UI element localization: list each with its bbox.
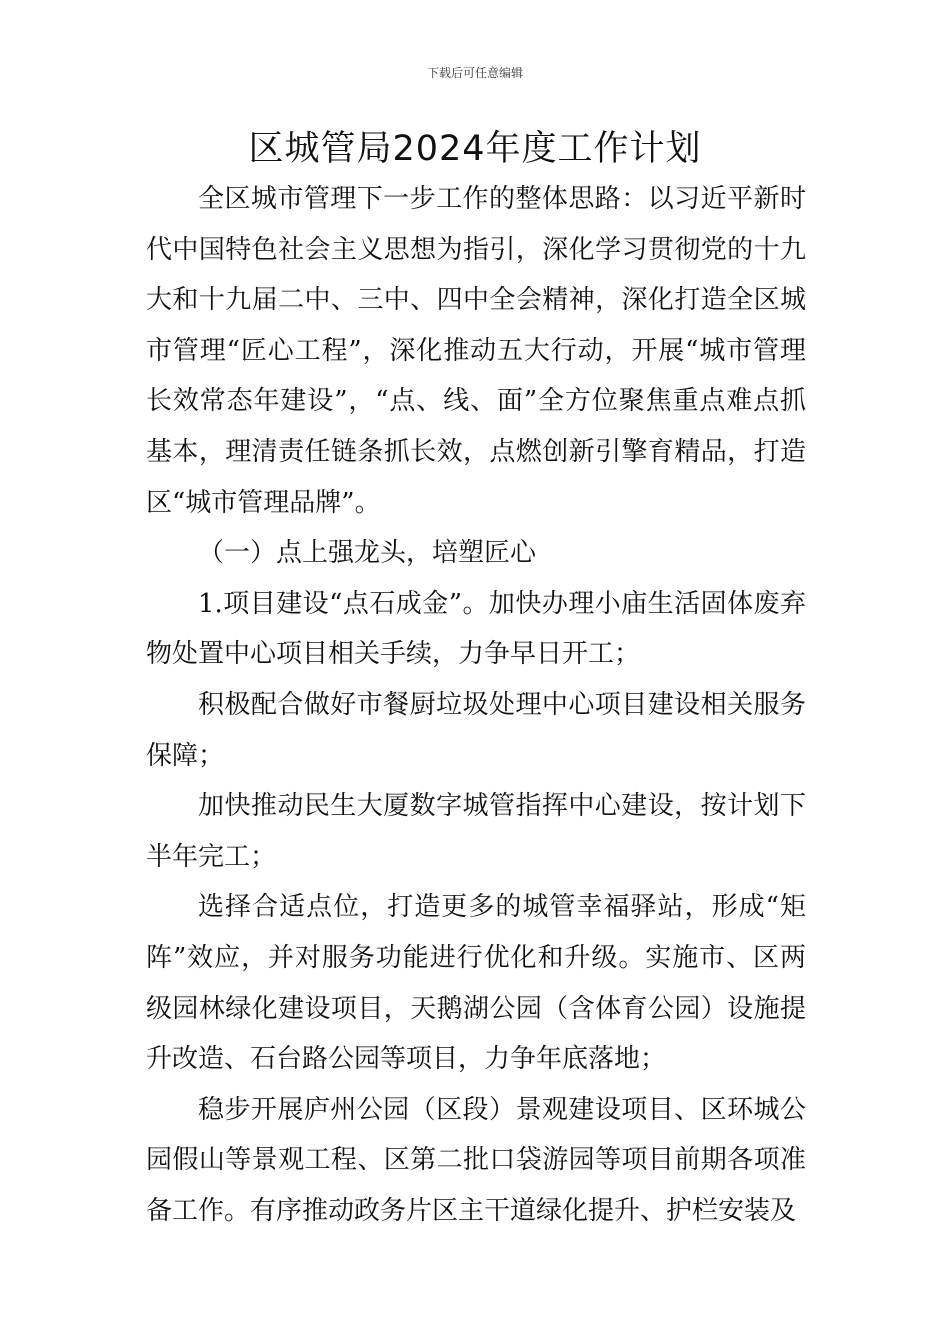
header-note: 下载后可任意编辑 [426,66,523,80]
paragraph-kitchen-waste: 积极配合做好市餐厨垃圾处理中心项目建设相关服务保障； [146,689,806,771]
document-body [146,174,806,1236]
section-heading: （一）点上强龙头，培塑匠心 [198,538,537,569]
paragraph-command-center: 加快推动民生大厦数字城管指挥中心建设，按计划下半年完工； [146,791,806,872]
page-title: 区城管局2024年度工作计划 [248,129,702,169]
paragraph-overview: 全区城市管理下一步工作的整体思路：以习近平新时代中国特色社会主义思想为指引，深化学习贯彻党的十九大和十九届二中、三中、四中全会精神，深化打造全区城市管理“匠心工程”，深化推动五大行动，开展“城市管理长效常态年建设”，“点、线、面”全方位聚焦重点难点抓基本，理清责任链条抓长效，点燃创新引擎育精品，打造区“城市管理品牌”。 [146,184,806,518]
paragraph-item-1: 1.项目建设“点石成金”。加快办理小庙生活固体废弃物处置中心项目相关手续，力争早日开工； [146,588,806,670]
paragraph-landscape-projects: 稳步开展庐州公园（区段）景观建设项目、区环城公园假山等景观工程、区第二批口袋游园等项目前期各项准备工作。有序推动政务片区主干道绿化提升、护栏安装及 [146,1094,806,1226]
paragraph-stations-parks: 选择合适点位，打造更多的城管幸福驿站，形成“矩阵”效应，并对服务功能进行优化和升级。实施市、区两级园林绿化建设项目，天鹅湖公园（含体育公园）设施提升改造、石台路公园等项目，力争年底落地； [146,892,806,1075]
